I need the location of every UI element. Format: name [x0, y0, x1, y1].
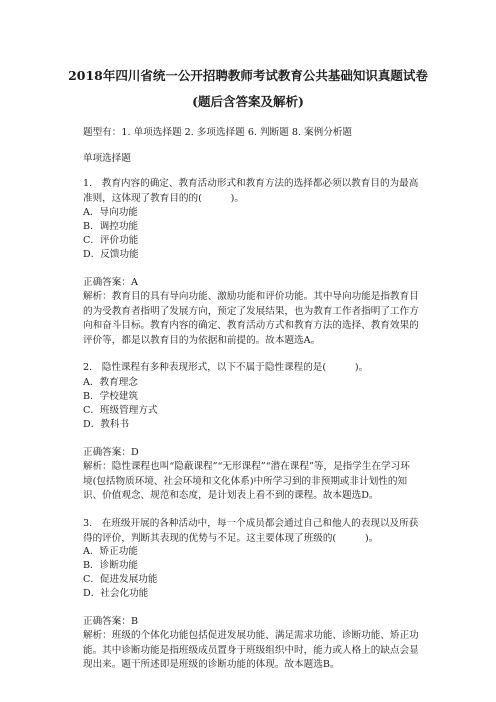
question-2-answer: 正确答案：D	[83, 447, 139, 458]
question-2-analysis: 解析：隐性课程也叫“隐蔽课程”“无形课程”“潜在课程”等，是指学生在学习环境(包括物质环境、社会环境和文化体系)中所学习到的非预期或非计划性的知识、价值观念、规范和态度，是计划表上看不到的课程。故本题选D。	[83, 461, 410, 501]
question-3-option-d: D．社会化功能	[83, 588, 149, 599]
question-2-option-a: A．教育理念	[83, 377, 138, 388]
question-3-answer: 正确答案：B	[83, 616, 139, 627]
question-types-line: 题型有：1. 单项选择题 2. 多项选择题 6. 判断题 8. 案例分析题	[83, 127, 353, 138]
question-2-stem: 2. 隐性课程有多种表现形式，以下不属于隐性课程的是( )。	[83, 362, 369, 373]
question-1-option-d: D．反馈功能	[83, 249, 139, 260]
section-heading: 单项选择题	[83, 153, 131, 164]
question-2-option-b: B．学校建筑	[83, 391, 139, 402]
question-2-option-d: D．教科书	[83, 419, 130, 430]
question-1-analysis: 解析：教育目的具有导向功能、激励功能和评价功能。其中导向功能是指教育目的为受教育者指明了发展方向，预定了发展结果，也为教育工作者指明了工作方向和奋斗目标。教育内容的确定、教育活动方式和教育方法的选择、教育效果的评价等，都是以教育目的为依据和前提的。故本题选A。	[83, 291, 419, 346]
document-title: 2018年四川省统一公开招聘教师考试教育公共基础知识真题试卷	[68, 68, 428, 83]
question-3-analysis: 解析：班级的个体化功能包括促进发展功能、满足需求功能、诊断功能、矫正功能。其中诊断功能是指班级成员置身于班级组织中时，能力或人格上的缺点会显现出来。题干所述即是班级的诊断功能的体现。故本题选B。	[83, 630, 419, 670]
question-1-option-a: A．导向功能	[83, 207, 138, 218]
question-3-stem: 3. 在班级开展的各种活动中，每一个成员都会通过自己和他人的表现以及所获得的评价，判断其表现的优势与不足。这主要体现了班级的( )。	[83, 518, 419, 544]
question-3-option-c: C．促进发展功能	[83, 574, 158, 585]
question-1-option-c: C．评价功能	[83, 235, 139, 246]
question-1-answer: 正确答案：A	[83, 277, 138, 288]
question-2-option-c: C．班级管理方式	[83, 405, 158, 416]
document-subtitle: (题后含答案及解析)	[192, 94, 304, 109]
question-3-option-a: A．矫正功能	[83, 546, 138, 557]
question-1-stem: 1. 教育内容的确定、教育活动形式和教育方法的选择都必须以教育目的为最高准则，这体现了教育目的的( )。	[83, 178, 419, 204]
question-1-option-b: B．调控功能	[83, 221, 139, 232]
question-3-option-b: B．诊断功能	[83, 560, 139, 571]
